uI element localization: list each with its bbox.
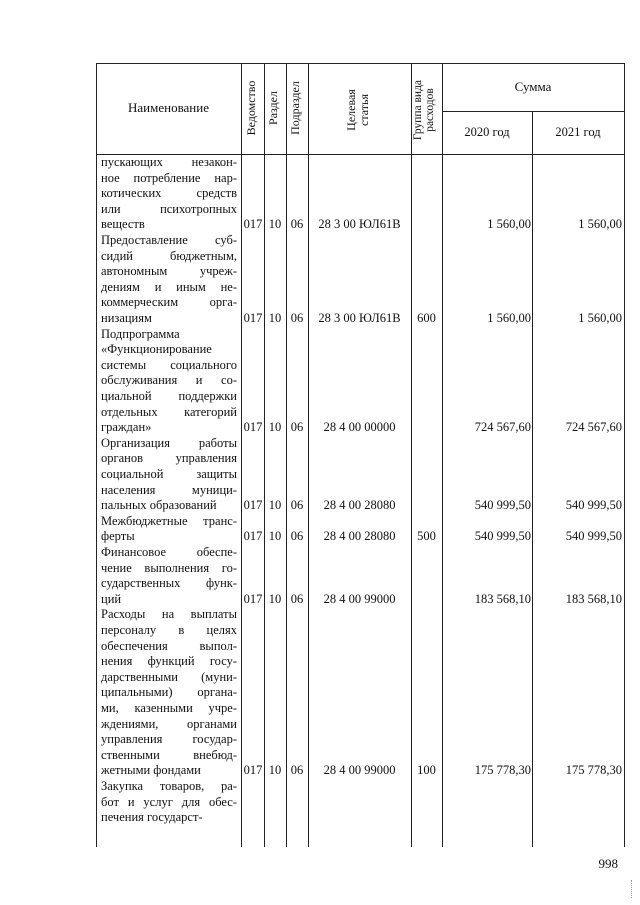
row-name-line: циальной поддержки	[101, 389, 237, 403]
row-name-line: пускающих незакон-	[101, 155, 237, 169]
cell-sum-2020: 540 999,50	[474, 529, 531, 544]
cell-sum-2021: 540 999,50	[565, 529, 622, 544]
row-name-line: котических средств	[101, 186, 237, 201]
row-name-line: обеспечения выпол-	[101, 638, 237, 653]
cell-gruppa-vida: 500	[417, 529, 436, 544]
cell-sum-2021: 1 560,00	[578, 217, 622, 232]
row-name-line: граждан»	[101, 420, 152, 435]
cell-podrazdel: 06	[290, 763, 304, 778]
column-divider	[308, 63, 309, 847]
cell-vedomstvo: 017	[243, 311, 263, 325]
cell-gruppa-vida: 600	[417, 311, 436, 325]
row-name-line: коммерческим орга-	[101, 295, 237, 310]
cell-celevaya-statya: 28 4 00 99000	[323, 591, 396, 606]
header-razdel: Раздел	[266, 91, 280, 125]
cell-sum-2021: 1 560,00	[578, 311, 622, 325]
cell-celevaya-statya: 28 4 00 28080	[323, 498, 396, 513]
cell-sum-2020: 183 568,10	[474, 591, 531, 606]
cell-podrazdel: 06	[290, 591, 304, 606]
row-name-line: сидий бюджетным,	[101, 248, 237, 263]
cell-razdel: 10	[268, 311, 282, 325]
row-name-line: ми, казенными учре-	[101, 701, 237, 715]
column-divider	[241, 63, 242, 847]
cell-vedomstvo: 017	[243, 217, 263, 232]
cell-sum-2020: 724 567,60	[474, 420, 531, 435]
row-name-line: «Функционирование	[101, 342, 212, 357]
table-border-left	[96, 63, 97, 847]
cell-sum-2020: 540 999,50	[474, 498, 531, 513]
cell-razdel: 10	[268, 498, 282, 513]
column-divider	[286, 63, 287, 847]
cell-podrazdel: 06	[290, 420, 304, 435]
cell-razdel: 10	[268, 763, 282, 778]
row-name-line: Подпрограмма	[101, 326, 180, 341]
cell-sum-2020: 1 560,00	[487, 217, 531, 232]
cell-sum-2021: 540 999,50	[565, 498, 622, 513]
row-name-line: нения функций госу-	[101, 654, 237, 669]
row-name-line: обслуживания и со-	[101, 373, 237, 388]
cell-vedomstvo: 017	[243, 420, 263, 435]
header-gruppa-vida-rashodov: Группа вида расходов	[412, 79, 437, 141]
row-name-line: отдельных категорий	[101, 404, 237, 419]
cell-gruppa-vida: 100	[417, 763, 436, 778]
row-name-line: автономным учреж-	[101, 264, 237, 279]
edge-mark	[631, 880, 634, 898]
row-name-line: жетными фондами	[101, 763, 201, 778]
header-name: Наименование	[128, 100, 209, 115]
column-divider	[411, 63, 412, 847]
cell-podrazdel: 06	[290, 529, 304, 544]
row-name-line: дарственными (муни-	[101, 669, 237, 684]
row-name-line: бот и услуг для обес-	[101, 794, 237, 809]
header-year-2020: 2020 год	[464, 124, 510, 139]
row-name-line: Финансовое обеспе-	[101, 545, 237, 559]
row-name-line: ципальными) органа-	[101, 685, 237, 700]
row-name-line: управления государ-	[101, 732, 237, 747]
cell-sum-2021: 175 778,30	[565, 763, 622, 778]
row-name-line: Межбюджетные транс-	[101, 513, 237, 528]
row-name-line: печения государст-	[101, 810, 203, 825]
row-name-line: ций	[101, 591, 122, 606]
page-number: 998	[598, 856, 618, 871]
cell-sum-2020: 1 560,00	[487, 311, 531, 325]
row-name-line: системы социального	[101, 357, 237, 372]
cell-razdel: 10	[268, 529, 282, 544]
row-name-line: Предоставление суб-	[101, 233, 237, 247]
cell-vedomstvo: 017	[243, 498, 263, 513]
row-name-line: сударственных функ-	[101, 576, 237, 591]
column-divider	[264, 63, 265, 847]
cell-sum-2020: 175 778,30	[474, 763, 531, 778]
row-name-line: органов управления	[101, 451, 237, 466]
header-podrazdel: Подраздел	[288, 81, 302, 135]
cell-razdel: 10	[268, 420, 282, 435]
cell-razdel: 10	[268, 591, 282, 606]
row-name-line: пальных образований	[101, 498, 217, 513]
column-divider	[442, 63, 443, 847]
cell-vedomstvo: 017	[243, 591, 263, 606]
row-name-line: населения муници-	[101, 482, 237, 497]
row-name-line: дениям и иным не-	[101, 279, 237, 294]
row-name-line: Организация работы	[101, 435, 237, 450]
row-name-line: персоналу в целях	[101, 623, 237, 637]
cell-celevaya-statya: 28 4 00 00000	[323, 420, 396, 435]
cell-razdel: 10	[268, 217, 282, 232]
row-name-line: веществ	[101, 217, 145, 232]
header-celevaya-statya: Целевая статья	[344, 89, 371, 131]
cell-sum-2021: 724 567,60	[565, 420, 622, 435]
row-name-line: ственными внебюд-	[101, 747, 237, 762]
row-name-line: ное потребление нар-	[101, 170, 237, 185]
cell-vedomstvo: 017	[243, 763, 263, 778]
row-name-line: Расходы на выплаты	[101, 607, 237, 622]
row-name-line: ферты	[101, 529, 135, 544]
table-border-right	[624, 63, 625, 847]
cell-podrazdel: 06	[290, 217, 304, 232]
cell-vedomstvo: 017	[243, 529, 263, 544]
row-name-line: чение выполнения го-	[101, 560, 237, 575]
cell-celevaya-statya: 28 3 00 ЮЛ61В	[318, 217, 401, 232]
row-name-line: Закупка товаров, ра-	[101, 779, 237, 793]
row-name-line: низациям	[101, 311, 152, 325]
cell-celevaya-statya: 28 4 00 99000	[323, 763, 396, 778]
cell-podrazdel: 06	[290, 498, 304, 513]
header-vedomstvo: Ведомство	[244, 80, 258, 136]
cell-podrazdel: 06	[290, 311, 304, 325]
cell-celevaya-statya: 28 3 00 ЮЛ61В	[318, 311, 401, 325]
header-year-2021: 2021 год	[555, 124, 601, 139]
row-name-line: или психотропных	[101, 201, 237, 216]
header-summa: Сумма	[514, 79, 552, 94]
row-name-line: социальной защиты	[101, 467, 237, 481]
cell-celevaya-statya: 28 4 00 28080	[323, 529, 396, 544]
cell-sum-2021: 183 568,10	[565, 591, 622, 606]
row-name-line: ждениями, органами	[101, 716, 237, 731]
